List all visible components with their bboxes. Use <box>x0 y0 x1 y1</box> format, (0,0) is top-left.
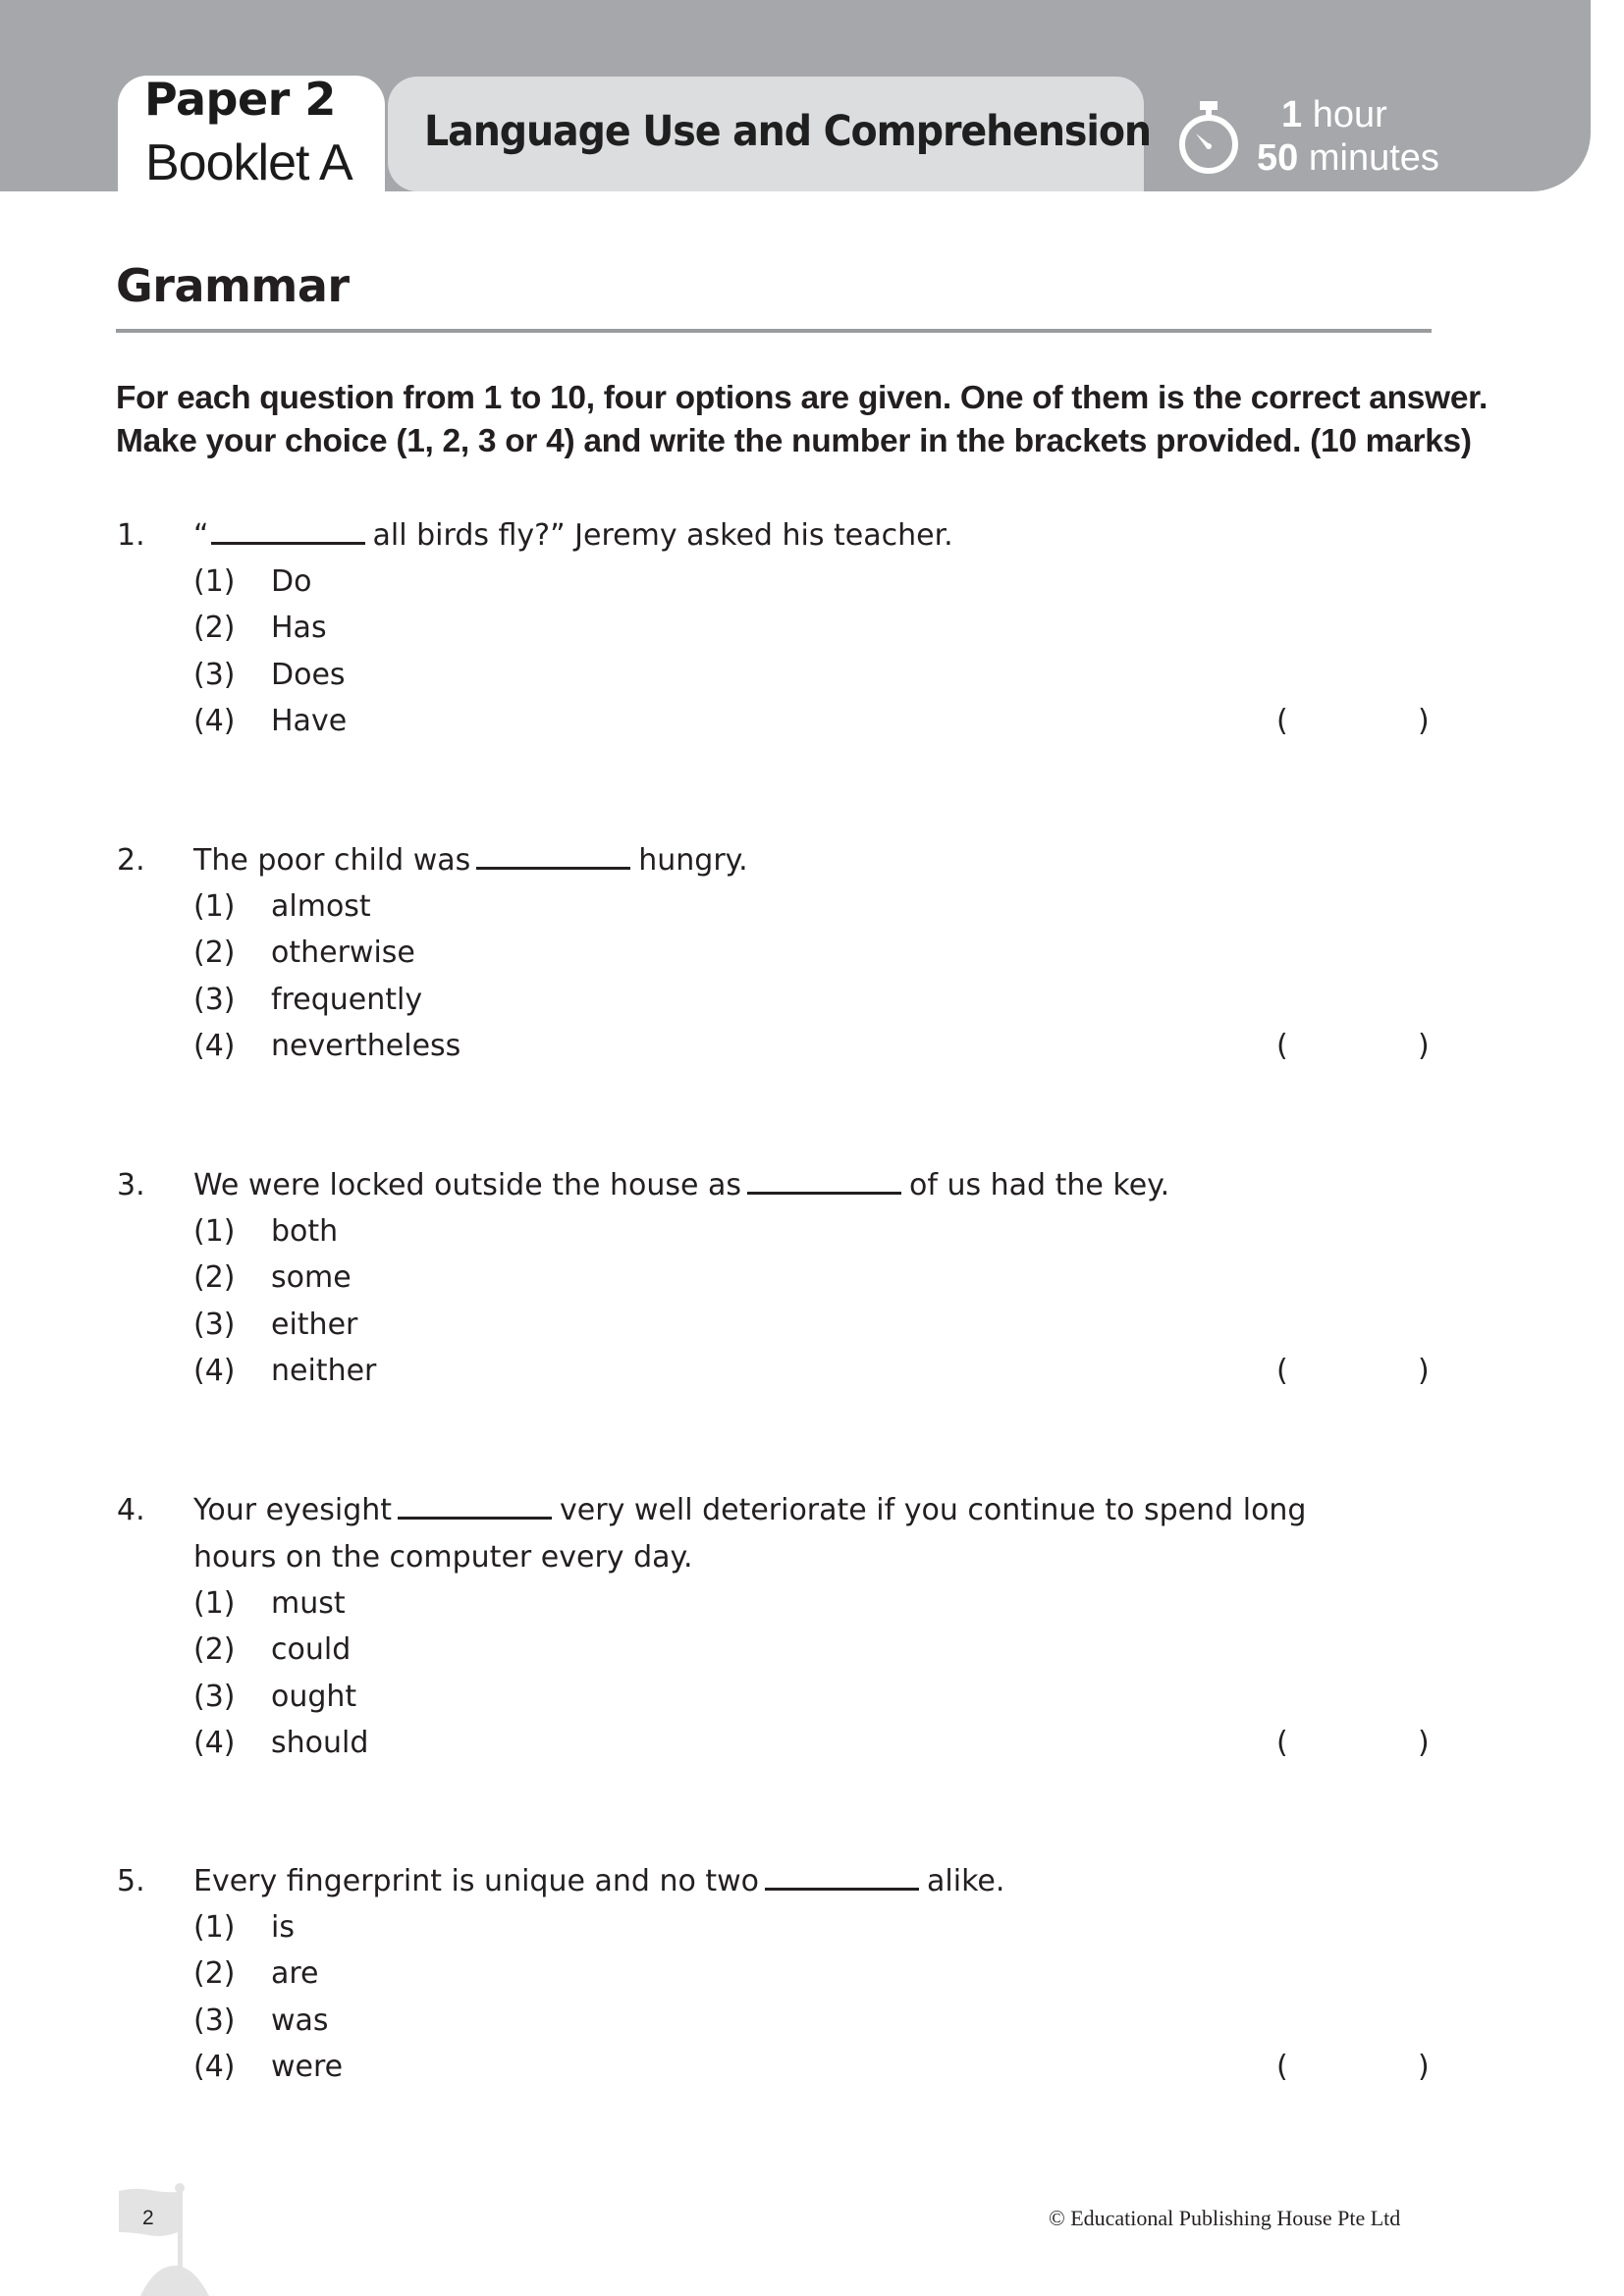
stem-text-before: We were locked outside the house as <box>193 1168 742 1202</box>
page-number: 2 <box>142 2207 154 2229</box>
subject-title: Language Use and Comprehension <box>424 107 1151 156</box>
answer-bracket-close[interactable]: ) <box>1418 704 1430 738</box>
option-text: otherwise <box>271 935 415 970</box>
option-text: was <box>271 2003 329 2038</box>
option-text: Does <box>271 658 346 692</box>
option-text: could <box>271 1632 352 1667</box>
option-label: (4) <box>193 1029 236 1063</box>
stem-text-after: very well deteriorate if you continue to spend long <box>560 1493 1307 1527</box>
option-text: were <box>271 2050 344 2084</box>
paper-label: Paper 2 <box>144 73 336 126</box>
option-label: (3) <box>193 2003 236 2038</box>
option-label: (3) <box>193 983 236 1017</box>
question-stem <box>193 1864 1005 1898</box>
option-text: almost <box>271 889 371 924</box>
option-text: either <box>271 1308 358 1342</box>
answer-bracket-open[interactable]: ( <box>1276 1726 1288 1760</box>
answer-blank <box>765 1888 919 1891</box>
stem-text-before: The poor child was <box>193 843 471 878</box>
instructions-line: Make your choice (1, 2, 3 or 4) and write the number in the brackets provided. (10 marks) <box>116 423 1472 459</box>
answer-bracket-close[interactable]: ) <box>1418 1726 1430 1760</box>
option-text: nevertheless <box>271 1029 461 1063</box>
option-text: Do <box>271 564 312 599</box>
question-number: 4. <box>117 1493 145 1527</box>
section-divider <box>116 329 1432 333</box>
option-label: (4) <box>193 1354 236 1388</box>
duration-hours-value: 1 <box>1281 94 1303 135</box>
option-text: some <box>271 1260 352 1295</box>
answer-bracket-open[interactable]: ( <box>1276 1354 1288 1388</box>
question-number: 3. <box>117 1168 145 1202</box>
option-label: (1) <box>193 1586 236 1621</box>
stem-text-after: hungry. <box>638 843 748 878</box>
duration-hours-unit: hour <box>1312 94 1387 135</box>
stem-text-after: all birds fly?” Jeremy asked his teacher. <box>372 518 953 553</box>
stem-text-before: “ <box>193 518 209 553</box>
option-label: (3) <box>193 1680 236 1714</box>
duration-minutes <box>1257 139 1439 177</box>
stem-text-after: alike. <box>927 1864 1005 1898</box>
option-label: (1) <box>193 1910 236 1945</box>
option-label: (2) <box>193 935 236 970</box>
option-label: (4) <box>193 1726 236 1760</box>
answer-bracket-open[interactable]: ( <box>1276 2050 1288 2084</box>
option-label: (1) <box>193 564 236 599</box>
answer-blank <box>398 1517 552 1520</box>
option-text: frequently <box>271 983 423 1017</box>
answer-blank <box>476 867 630 870</box>
booklet-label: Booklet A <box>145 134 352 191</box>
question-stem <box>193 843 748 878</box>
option-text: is <box>271 1910 295 1945</box>
option-text: are <box>271 1956 319 1991</box>
option-label: (4) <box>193 2050 236 2084</box>
question-number: 5. <box>117 1864 145 1898</box>
answer-bracket-open[interactable]: ( <box>1276 1029 1288 1063</box>
section-title: Grammar <box>116 259 350 312</box>
option-text: ought <box>271 1680 357 1714</box>
answer-bracket-close[interactable]: ) <box>1418 1354 1430 1388</box>
question-number: 2. <box>117 843 145 878</box>
instructions <box>116 377 1489 463</box>
answer-bracket-close[interactable]: ) <box>1418 2050 1430 2084</box>
question-stem <box>193 518 953 553</box>
question-stem-continuation: hours on the computer every day. <box>193 1540 693 1575</box>
question-number: 1. <box>117 518 145 553</box>
stem-text-after: of us had the key. <box>909 1168 1170 1202</box>
option-label: (3) <box>193 658 236 692</box>
option-label: (4) <box>193 704 236 738</box>
option-label: (2) <box>193 1260 236 1295</box>
flag-icon <box>116 2181 214 2296</box>
stem-text-before: Every fingerprint is unique and no two <box>193 1864 760 1898</box>
duration-hours <box>1281 96 1387 133</box>
option-label: (2) <box>193 1632 236 1667</box>
option-text: Has <box>271 611 327 645</box>
question-stem <box>193 1168 1170 1202</box>
option-text: neither <box>271 1354 377 1388</box>
option-label: (1) <box>193 889 236 924</box>
instructions-line: For each question from 1 to 10, four options are given. One of them is the correct answer. <box>116 380 1489 416</box>
option-text: must <box>271 1586 346 1621</box>
option-label: (3) <box>193 1308 236 1342</box>
stopwatch-icon <box>1176 98 1241 177</box>
option-label: (2) <box>193 1956 236 1991</box>
answer-blank <box>747 1192 901 1195</box>
option-text: both <box>271 1214 339 1249</box>
question-stem <box>193 1493 1307 1527</box>
option-label: (1) <box>193 1214 236 1249</box>
answer-bracket-close[interactable]: ) <box>1418 1029 1430 1063</box>
answer-bracket-open[interactable]: ( <box>1276 704 1288 738</box>
duration-minutes-value: 50 <box>1257 137 1299 179</box>
stem-text-before: Your eyesight <box>193 1493 393 1527</box>
option-label: (2) <box>193 611 236 645</box>
option-text: should <box>271 1726 369 1760</box>
duration-minutes-unit: minutes <box>1308 137 1439 179</box>
answer-blank <box>211 542 365 545</box>
option-text: Have <box>271 704 348 738</box>
copyright-notice: © Educational Publishing House Pte Ltd <box>1049 2206 1401 2230</box>
